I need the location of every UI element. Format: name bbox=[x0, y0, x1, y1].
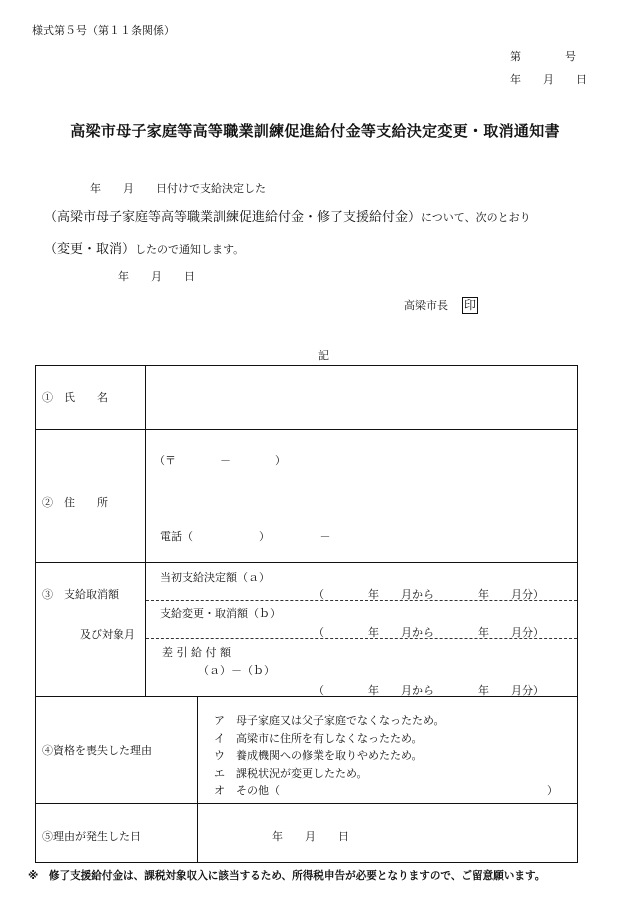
document-number: 第 号 bbox=[510, 50, 576, 63]
issuer-name: 高梁市長 bbox=[404, 299, 448, 312]
reason-label: ④資格を喪失した理由 bbox=[42, 744, 152, 757]
document-date: 年 月 日 bbox=[510, 73, 587, 86]
issuer bbox=[404, 297, 478, 314]
name-label: ① 氏 名 bbox=[42, 391, 108, 404]
reason-item: エ 課税状況が変更したため。 bbox=[214, 767, 368, 780]
body-line-1: 年 月 日付けで支給決定した bbox=[90, 182, 266, 195]
body-line-3-rest: したので通知します。 bbox=[135, 243, 245, 256]
initial-amount-period: （ 年 月から 年 月分） bbox=[313, 588, 544, 601]
body-line-3 bbox=[44, 238, 244, 257]
reason-item: ウ 養成機関への修業を取りやめたため。 bbox=[214, 749, 423, 762]
reason-item: イ 高梁市に住所を有しなくなったため。 bbox=[214, 732, 423, 745]
difference-label: 差 引 給 付 額 bbox=[162, 646, 231, 659]
occurrence-date-label: ⑤理由が発生した日 bbox=[42, 830, 141, 843]
difference-formula: （ａ）－（ｂ） bbox=[198, 664, 275, 677]
form-number: 様式第５号（第１１条関係） bbox=[32, 24, 175, 37]
note-heading: 記 bbox=[318, 349, 329, 362]
change-amount-period: （ 年 月から 年 月分） bbox=[313, 626, 544, 639]
change-amount-label: 支給変更・取消額（ｂ） bbox=[160, 607, 281, 620]
payment-label-sub: 及び対象月 bbox=[80, 628, 135, 641]
payment-label: ③ 支給取消額 bbox=[42, 588, 119, 601]
page-title: 高梁市母子家庭等高等職業訓練促進給付金等支給決定変更・取消通知書 bbox=[70, 122, 560, 140]
reason-item: ア 母子家庭又は父子家庭でなくなったため。 bbox=[214, 714, 445, 727]
seal-mark: 印 bbox=[464, 298, 477, 312]
reason-other-close: ） bbox=[547, 784, 558, 797]
occurrence-date-value: 年 月 日 bbox=[272, 830, 349, 843]
reason-item: オ その他（ bbox=[214, 784, 280, 797]
body-line-2 bbox=[44, 206, 531, 225]
action-type: （変更・取消） bbox=[44, 242, 136, 257]
notice-date: 年 月 日 bbox=[118, 270, 195, 283]
footnote: ※ 修了支援給付金は、課税対象収入に該当するため、所得税申告が必要となりますので、ご留意願います。 bbox=[28, 870, 546, 882]
address-label: ② 住 所 bbox=[42, 496, 108, 509]
initial-amount-label: 当初支給決定額（ａ） bbox=[160, 571, 270, 584]
phone-field: 電話（ ） － bbox=[160, 530, 331, 543]
benefit-name: （高梁市母子家庭等高等職業訓練促進給付金・修了支援給付金） bbox=[44, 210, 422, 225]
difference-period: （ 年 月から 年 月分） bbox=[313, 684, 544, 697]
body-line-2-rest: について、次のとおり bbox=[421, 211, 531, 224]
postal-code-field: （〒 － ） bbox=[154, 454, 286, 467]
